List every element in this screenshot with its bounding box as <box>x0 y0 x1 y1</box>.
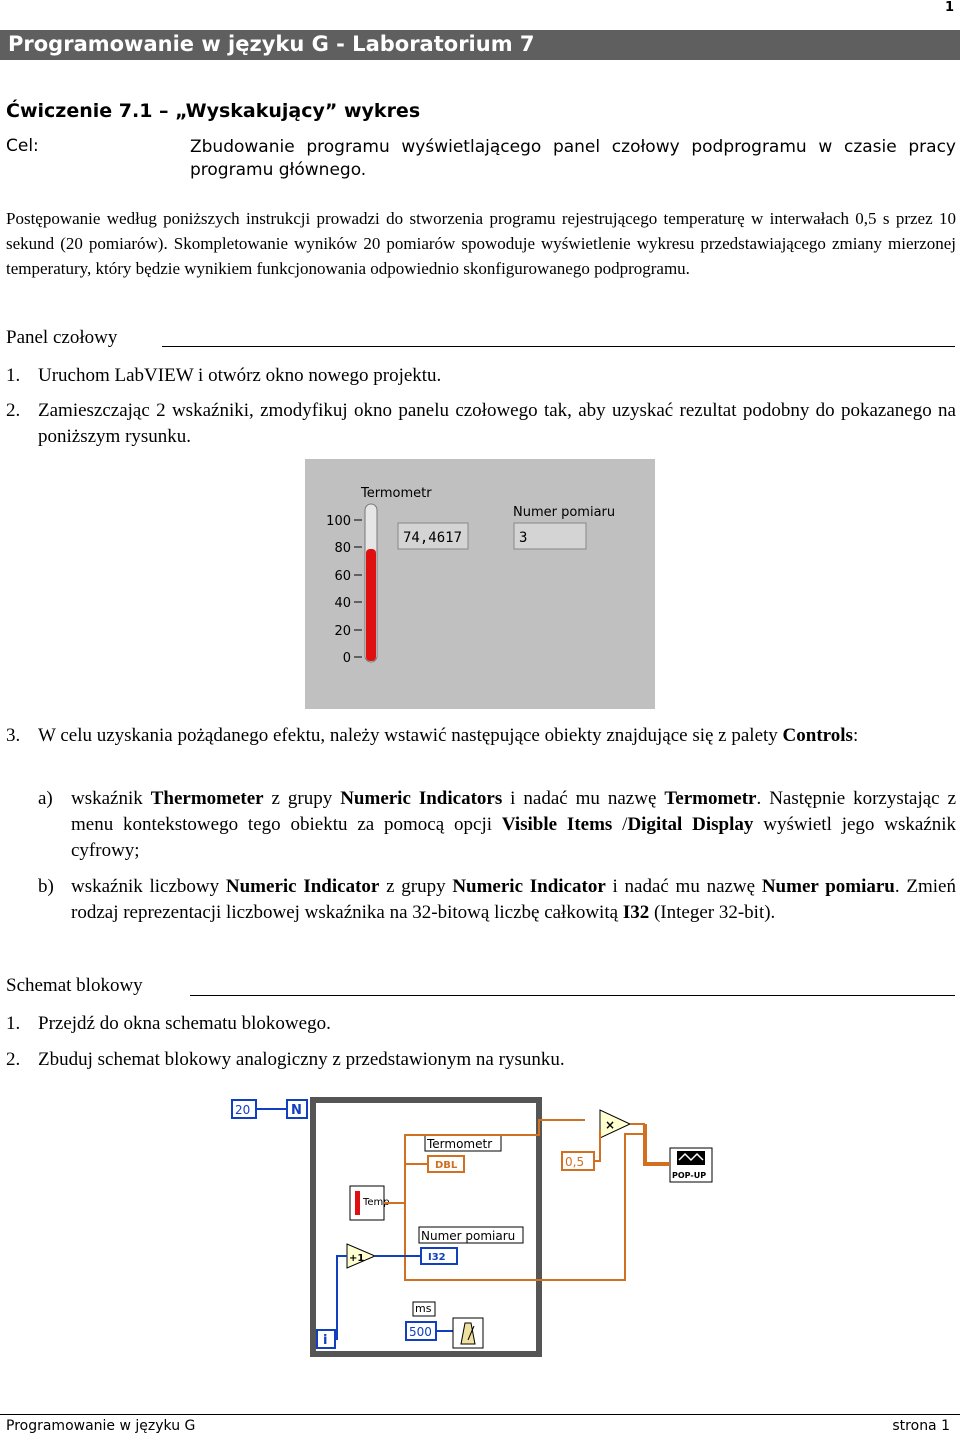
heading-rule <box>190 995 955 996</box>
scale-tick-label: 20 <box>334 624 351 639</box>
footer-rule <box>0 1414 960 1415</box>
thermometer-value: 74,4617 <box>403 530 463 546</box>
footer-right: strona 1 <box>892 1418 950 1434</box>
page-number: 1 <box>944 0 954 15</box>
scale-tick-label: 100 <box>326 514 351 529</box>
item-label: a) <box>38 788 53 809</box>
doc-title-bar <box>0 30 960 60</box>
thermometer-mercury <box>366 549 376 661</box>
doc-title: Programowanie w języku G - Laboratorium 7 <box>8 32 535 56</box>
numer-terminal-label: Numer pomiaru <box>421 1229 516 1243</box>
step-text: Przejdź do okna schematu blokowego. <box>38 1013 331 1034</box>
heading-rule <box>162 346 955 347</box>
counter-label: Numer pomiaru <box>513 505 616 520</box>
front-panel-figure <box>305 459 655 709</box>
item-a <box>38 786 956 864</box>
exercise-title: Ćwiczenie 7.1 – „Wyskakujący” wykres <box>6 100 421 122</box>
item-label: b) <box>38 876 54 897</box>
item-text: wskaźnik Thermometer z grupy Numeric Indicators i nadać mu nazwę Termometr. Następnie korzystając z menu kontekstowego tego obiektu za pomocą opcji Visible Items /Digital Display wyświetl jego wskaźnik cyfrowy; <box>71 788 957 861</box>
scale-tick-label: 80 <box>334 541 351 556</box>
i32-label: I32 <box>428 1252 446 1263</box>
front-panel-heading: Panel czołowy <box>6 327 118 348</box>
bd-step-2 <box>6 1047 956 1073</box>
footer-left: Programowanie w języku G <box>6 1418 196 1434</box>
temp-label: Temp <box>363 1197 390 1208</box>
fp-step-2 <box>6 398 956 450</box>
scale-tick-label: 60 <box>334 569 351 584</box>
svg-text:×: × <box>605 1118 616 1132</box>
step-text: Zbuduj schemat blokowy analogiczny z przedstawionym na rysunku. <box>38 1049 565 1070</box>
ms-label: ms <box>415 1302 432 1315</box>
item-b <box>38 874 956 926</box>
step-number: 2. <box>6 400 21 421</box>
popup-label: POP-UP <box>672 1171 707 1180</box>
goal-text: Zbudowanie programu wyświetlającego panel czołowy podprogramu w czasie pracy programu głównego. <box>190 137 956 180</box>
dbl-label: DBL <box>435 1160 458 1171</box>
step-text: Uruchom LabVIEW i otwórz okno nowego projektu. <box>38 365 442 386</box>
goal-label: Cel: <box>6 136 39 156</box>
fp-step-3 <box>6 723 956 749</box>
loop-count: 20 <box>235 1103 251 1117</box>
scale-tick-label: 40 <box>334 596 351 611</box>
fp-step-1 <box>6 363 956 389</box>
step-number: 1. <box>6 365 21 386</box>
step-number: 2. <box>6 1049 21 1070</box>
step-number: 1. <box>6 1013 21 1034</box>
n-terminal-label: N <box>291 1103 302 1118</box>
block-diagram-heading: Schemat blokowy <box>6 975 143 996</box>
step-number: 3. <box>6 725 21 746</box>
scale-tick-label: 0 <box>342 651 351 666</box>
intro-paragraph: Postępowanie według poniższych instrukcji prowadzi do stworzenia programu rejestrującego temperaturę w interwałach 0,5 s przez 10 sekund (20 pomiarów). Skompletowanie wyników 20 pomiarów spowoduje wyświetlenie wykresu przedstawiającego zmiany mierzonej temperatury, który będzie wynikiem funkcjonowania odpowiednio skonfigurowanego podprogramu. <box>6 209 956 278</box>
step-text: W celu uzyskania pożądanego efektu, należy wstawić następujące obiekty znajdujące się z palety Controls: <box>38 725 859 746</box>
i-terminal-label: i <box>323 1333 328 1348</box>
bd-step-1 <box>6 1011 956 1037</box>
termometr-terminal-label: Termometr <box>427 1137 493 1151</box>
thermometer-label: Termometr <box>361 486 432 501</box>
wait-value: 500 <box>409 1325 432 1339</box>
step-text: Zamieszczając 2 wskaźniki, zmodyfikuj okno panelu czołowego tak, aby uzyskać rezultat podobny do pokazanego na poniższym rysunku. <box>38 400 956 447</box>
counter-value: 3 <box>519 530 528 546</box>
item-text: wskaźnik liczbowy Numeric Indicator z grupy Numeric Indicator i nadać mu nazwę Numer pomiaru. Zmień rodzaj reprezentacji liczbowej wskaźnika na 32-bitową liczbę całkowitą I32 (Integer 32-bit). <box>71 876 956 923</box>
block-diagram-figure <box>225 1090 725 1365</box>
multiplier-value: 0,5 <box>565 1155 585 1169</box>
increment-label: +1 <box>349 1253 365 1264</box>
